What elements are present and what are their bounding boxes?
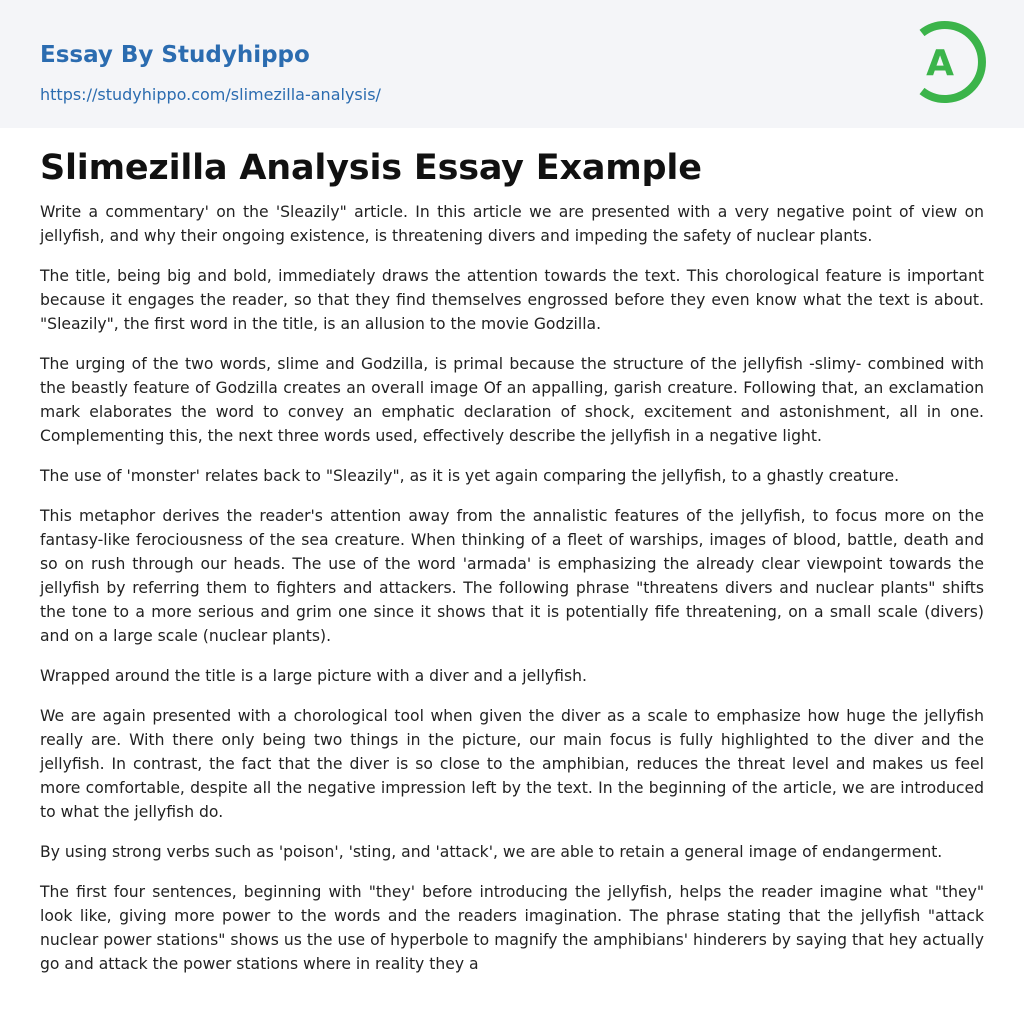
logo-letter: A [926, 43, 954, 84]
essay-paragraph: Wrapped around the title is a large picture with a diver and a jellyfish. [40, 667, 587, 685]
essay-body [40, 200, 984, 992]
essay-paragraph: This metaphor derives the reader's attention away from the annalistic features of the jellyfish, to focus more on the fantasy-like ferociousness of the sea creature. When thinking of a fleet of warships, images of blood, battle, death and so on rush through our heads. The use of the word 'armada' is emphasizing the already clear viewpoint towards the jellyfish by referring them to fighters and attackers. The following phrase "threatens divers and nuclear plants" shifts the tone to a more serious and grim one since it shows that it is potentially fife threatening, on a small scale (divers) and on a large scale (nuclear plants). [40, 507, 984, 645]
site-brand[interactable]: Essay By Studyhippo [40, 42, 310, 68]
essay-paragraph: The first four sentences, beginning with "they' before introducing the jellyfish, helps the reader imagine what "they" look like, giving more power to the words and the readers imagination. The phrase stating that the jellyfish "attack nuclear power stations" shows us the use of hyperbole to magnify the amphibians' hinderers by saying that hey actually go and attack the power stations where in reality they a [40, 883, 984, 973]
essay-paragraph: We are again presented with a chorological tool when given the diver as a scale to emphasize how huge the jellyfish really are. With there only being two things in the picture, our main focus is fully highlighted to the diver and the jellyfish. In contrast, the fact that the diver is so close to the amphibian, reduces the threat level and makes us feel more comfortable, despite all the negative impression left by the text. In the beginning of the article, we are introduced to what the jellyfish do. [40, 707, 984, 821]
page-url-link[interactable]: https://studyhippo.com/slimezilla-analysis/ [40, 85, 381, 104]
essay-paragraph: The title, being big and bold, immediately draws the attention towards the text. This chorological feature is important because it engages the reader, so that they find themselves engrossed before they even know what the text is about. "Sleazily", the first word in the title, is an allusion to the movie Godzilla. [40, 267, 984, 333]
essay-paragraph: By using strong verbs such as 'poison', 'sting, and 'attack', we are able to retain a general image of endangerment. [40, 843, 943, 861]
page-title: Slimezilla Analysis Essay Example [40, 148, 702, 188]
essay-paragraph: The urging of the two words, slime and Godzilla, is primal because the structure of the jellyfish -slimy- combined with the beastly feature of Godzilla creates an overall image Of an appalling, garish creature. Following that, an exclamation mark elaborates the word to convey an emphatic declaration of shock, excitement and astonishment, all in one. Complementing this, the next three words used, effectively describe the jellyfish in a negative light. [40, 355, 984, 445]
essay-paragraph: The use of 'monster' relates back to "Sleazily", as it is yet again comparing the jellyfish, to a ghastly creature. [40, 467, 900, 485]
essay-paragraph: Write a commentary' on the 'Sleazily" article. In this article we are presented with a very negative point of view on jellyfish, and why their ongoing existence, is threatening divers and impeding the safety of nuclear plants. [40, 203, 984, 245]
studyhippo-logo-icon[interactable] [912, 18, 988, 106]
